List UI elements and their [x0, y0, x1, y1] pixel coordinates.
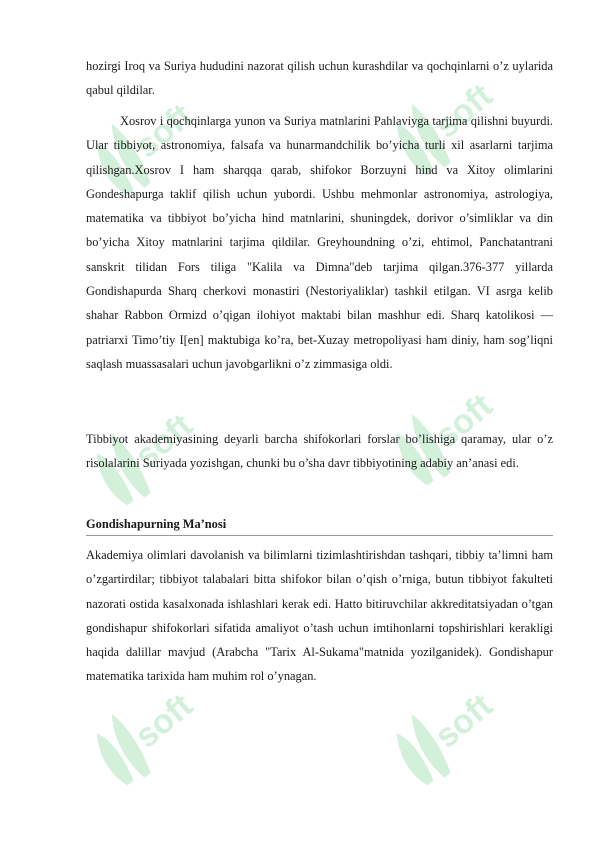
- paragraph-text: Xosrov i qochqinlarga yunon va Suriya matnlarini Pahlaviyga tarjima qilishni buyurdi. Ular tibbiyot, astronomiya, falsafa va hunarmandchilik bo’yicha turli xil asarlarni tarjima qilishgan.Xosrov I ham sharqqa qarab, shifokor Borzuyni hind va Xitoy olimlarini Gondeshapurga taklif qilish uchun yubordi. Ushbu mehmonlar astronomiya, astrologiya, matematika va tibbiyot bo’yicha hind matnlarini, shuningdek, dorivor o’simliklar va din bo’yicha Xitoy matnlarini tarjima qildilar. Greyhoundning o’zi, ehtimol, Panchatantrani sanskrit tilidan Fors tiliga "Kalila va Dimna"deb tarjima qilgan.376-377 yillarda Gondishapurda Sharq cherkovi monastiri (Nestoriyaliklar) tashkil etilgan. VI asrga kelib shahar Rabbon Ormizd o’qigan ilohiyot maktabi bilan mashhur edi. Sharq katolikosi — patriarxi Timo’tiy I[en] maktubiga ko’ra, bet-Xuzay metropoliyasi ham diniy, ham sog’liqni saqlash muassasalari uchun javobgarlikni o’z zimmasiga oldi.: [86, 114, 553, 371]
- paragraph-4: [86, 543, 553, 689]
- paragraph-text: Akademiya olimlari davolanish va bilimlarni tizimlashtirishdan tashqari, tibbiy ta’limni ham o’zgartirdilar; tibbiyot talabalari bitta shifokor bilan o’qish o’rniga, butun tibbiyot fakulteti nazorati ostida kasalxonada ishlashlari kerak edi. Hatto bitiruvchilar akkreditatsiyadan o’tgan gondishapur shifokorlari sifatida amaliyot o’tash uchun imtihonlarni topshirishlari kerakligi haqida dalillar mavjud (Arabcha "Tarix Al-Sukama"matnida yozilganidek). Gondishapur matematika tarixida ham muhim rol o’ynagan.: [86, 548, 553, 684]
- paragraph-text: Tibbiyot akademiyasining deyarli barcha shifokorlari forslar bo’lishiga qaramay, ular o’z risolalarini Suriyada yozishgan, chunki bu o’sha davr tibbiyotining adabiy an’anasi edi.: [86, 432, 553, 471]
- svg-text:soft: soft: [427, 686, 500, 756]
- paragraph-3: [86, 427, 553, 476]
- svg-text:soft: soft: [427, 386, 500, 456]
- paragraph-1: [86, 54, 553, 103]
- paragraph-2: [86, 109, 553, 376]
- section-heading: Gondishapurning Ma’nosi: [86, 514, 553, 536]
- svg-text:soft: soft: [427, 76, 500, 146]
- svg-text:soft: soft: [127, 406, 200, 476]
- paragraph-text: hozirgi Iroq va Suriya hududini nazorat qilish uchun kurashdilar va qochqinlarni o’z uylarida qabul qildilar.: [86, 59, 553, 98]
- svg-text:soft: soft: [127, 96, 200, 166]
- svg-text:soft: soft: [127, 686, 200, 756]
